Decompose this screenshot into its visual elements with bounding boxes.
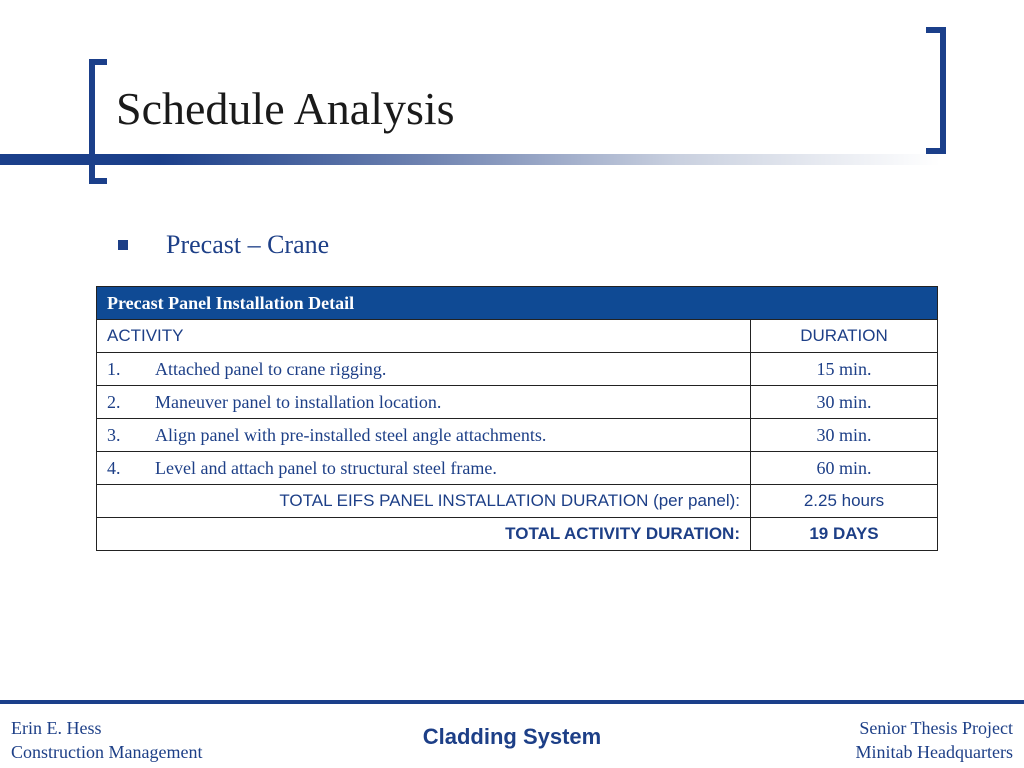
activity-text: Align panel with pre-installed steel angle attachments.	[155, 424, 547, 445]
activity-cell	[97, 419, 751, 452]
footer-rule	[0, 700, 1024, 704]
total-activity-value: 19 DAYS	[751, 518, 938, 551]
activity-number: 4.	[107, 457, 121, 478]
activity-text: Maneuver panel to installation location.	[155, 391, 442, 412]
bullet-text: Precast – Crane	[166, 230, 330, 259]
title-left-bracket	[89, 59, 107, 184]
activity-cell	[97, 353, 751, 386]
total-panel-value: 2.25 hours	[751, 485, 938, 518]
footer-section-label: Cladding System	[422, 724, 602, 749]
footer-project-name: Senior Thesis Project	[859, 718, 1013, 738]
square-bullet-icon	[118, 240, 128, 250]
activity-text: Level and attach panel to structural steel frame.	[155, 457, 497, 478]
total-panel-label: TOTAL EIFS PANEL INSTALLATION DURATION (per panel):	[97, 485, 751, 518]
column-header-duration: DURATION	[751, 320, 938, 353]
duration-cell: 30 min.	[751, 386, 938, 419]
table-title-row	[97, 287, 938, 320]
footer-project	[856, 716, 1013, 764]
slide-title: Schedule Analysis	[116, 83, 455, 134]
table-row	[97, 386, 938, 419]
installation-detail-table	[96, 286, 938, 551]
total-activity-label: TOTAL ACTIVITY DURATION:	[97, 518, 751, 551]
table-row	[97, 452, 938, 485]
title-right-bracket	[926, 27, 946, 154]
title-gradient-rule	[0, 154, 940, 165]
activity-cell	[97, 386, 751, 419]
table-title: Precast Panel Installation Detail	[97, 287, 938, 320]
footer-project-site: Minitab Headquarters	[855, 742, 1013, 762]
footer-author-dept: Construction Management	[11, 742, 203, 762]
table-row	[97, 353, 938, 386]
total-activity-row	[97, 518, 938, 551]
column-header-activity: ACTIVITY	[97, 320, 751, 353]
activity-number: 2.	[107, 391, 121, 412]
activity-cell	[97, 452, 751, 485]
duration-cell: 30 min.	[751, 419, 938, 452]
activity-number: 1.	[107, 358, 121, 379]
duration-cell: 60 min.	[751, 452, 938, 485]
duration-cell: 15 min.	[751, 353, 938, 386]
table-row	[97, 419, 938, 452]
activity-text: Attached panel to crane rigging.	[155, 358, 387, 379]
activity-number: 3.	[107, 424, 121, 445]
total-panel-row	[97, 485, 938, 518]
table-column-header-row	[97, 320, 938, 353]
bullet-item	[118, 228, 329, 262]
footer-author-name: Erin E. Hess	[11, 718, 102, 738]
